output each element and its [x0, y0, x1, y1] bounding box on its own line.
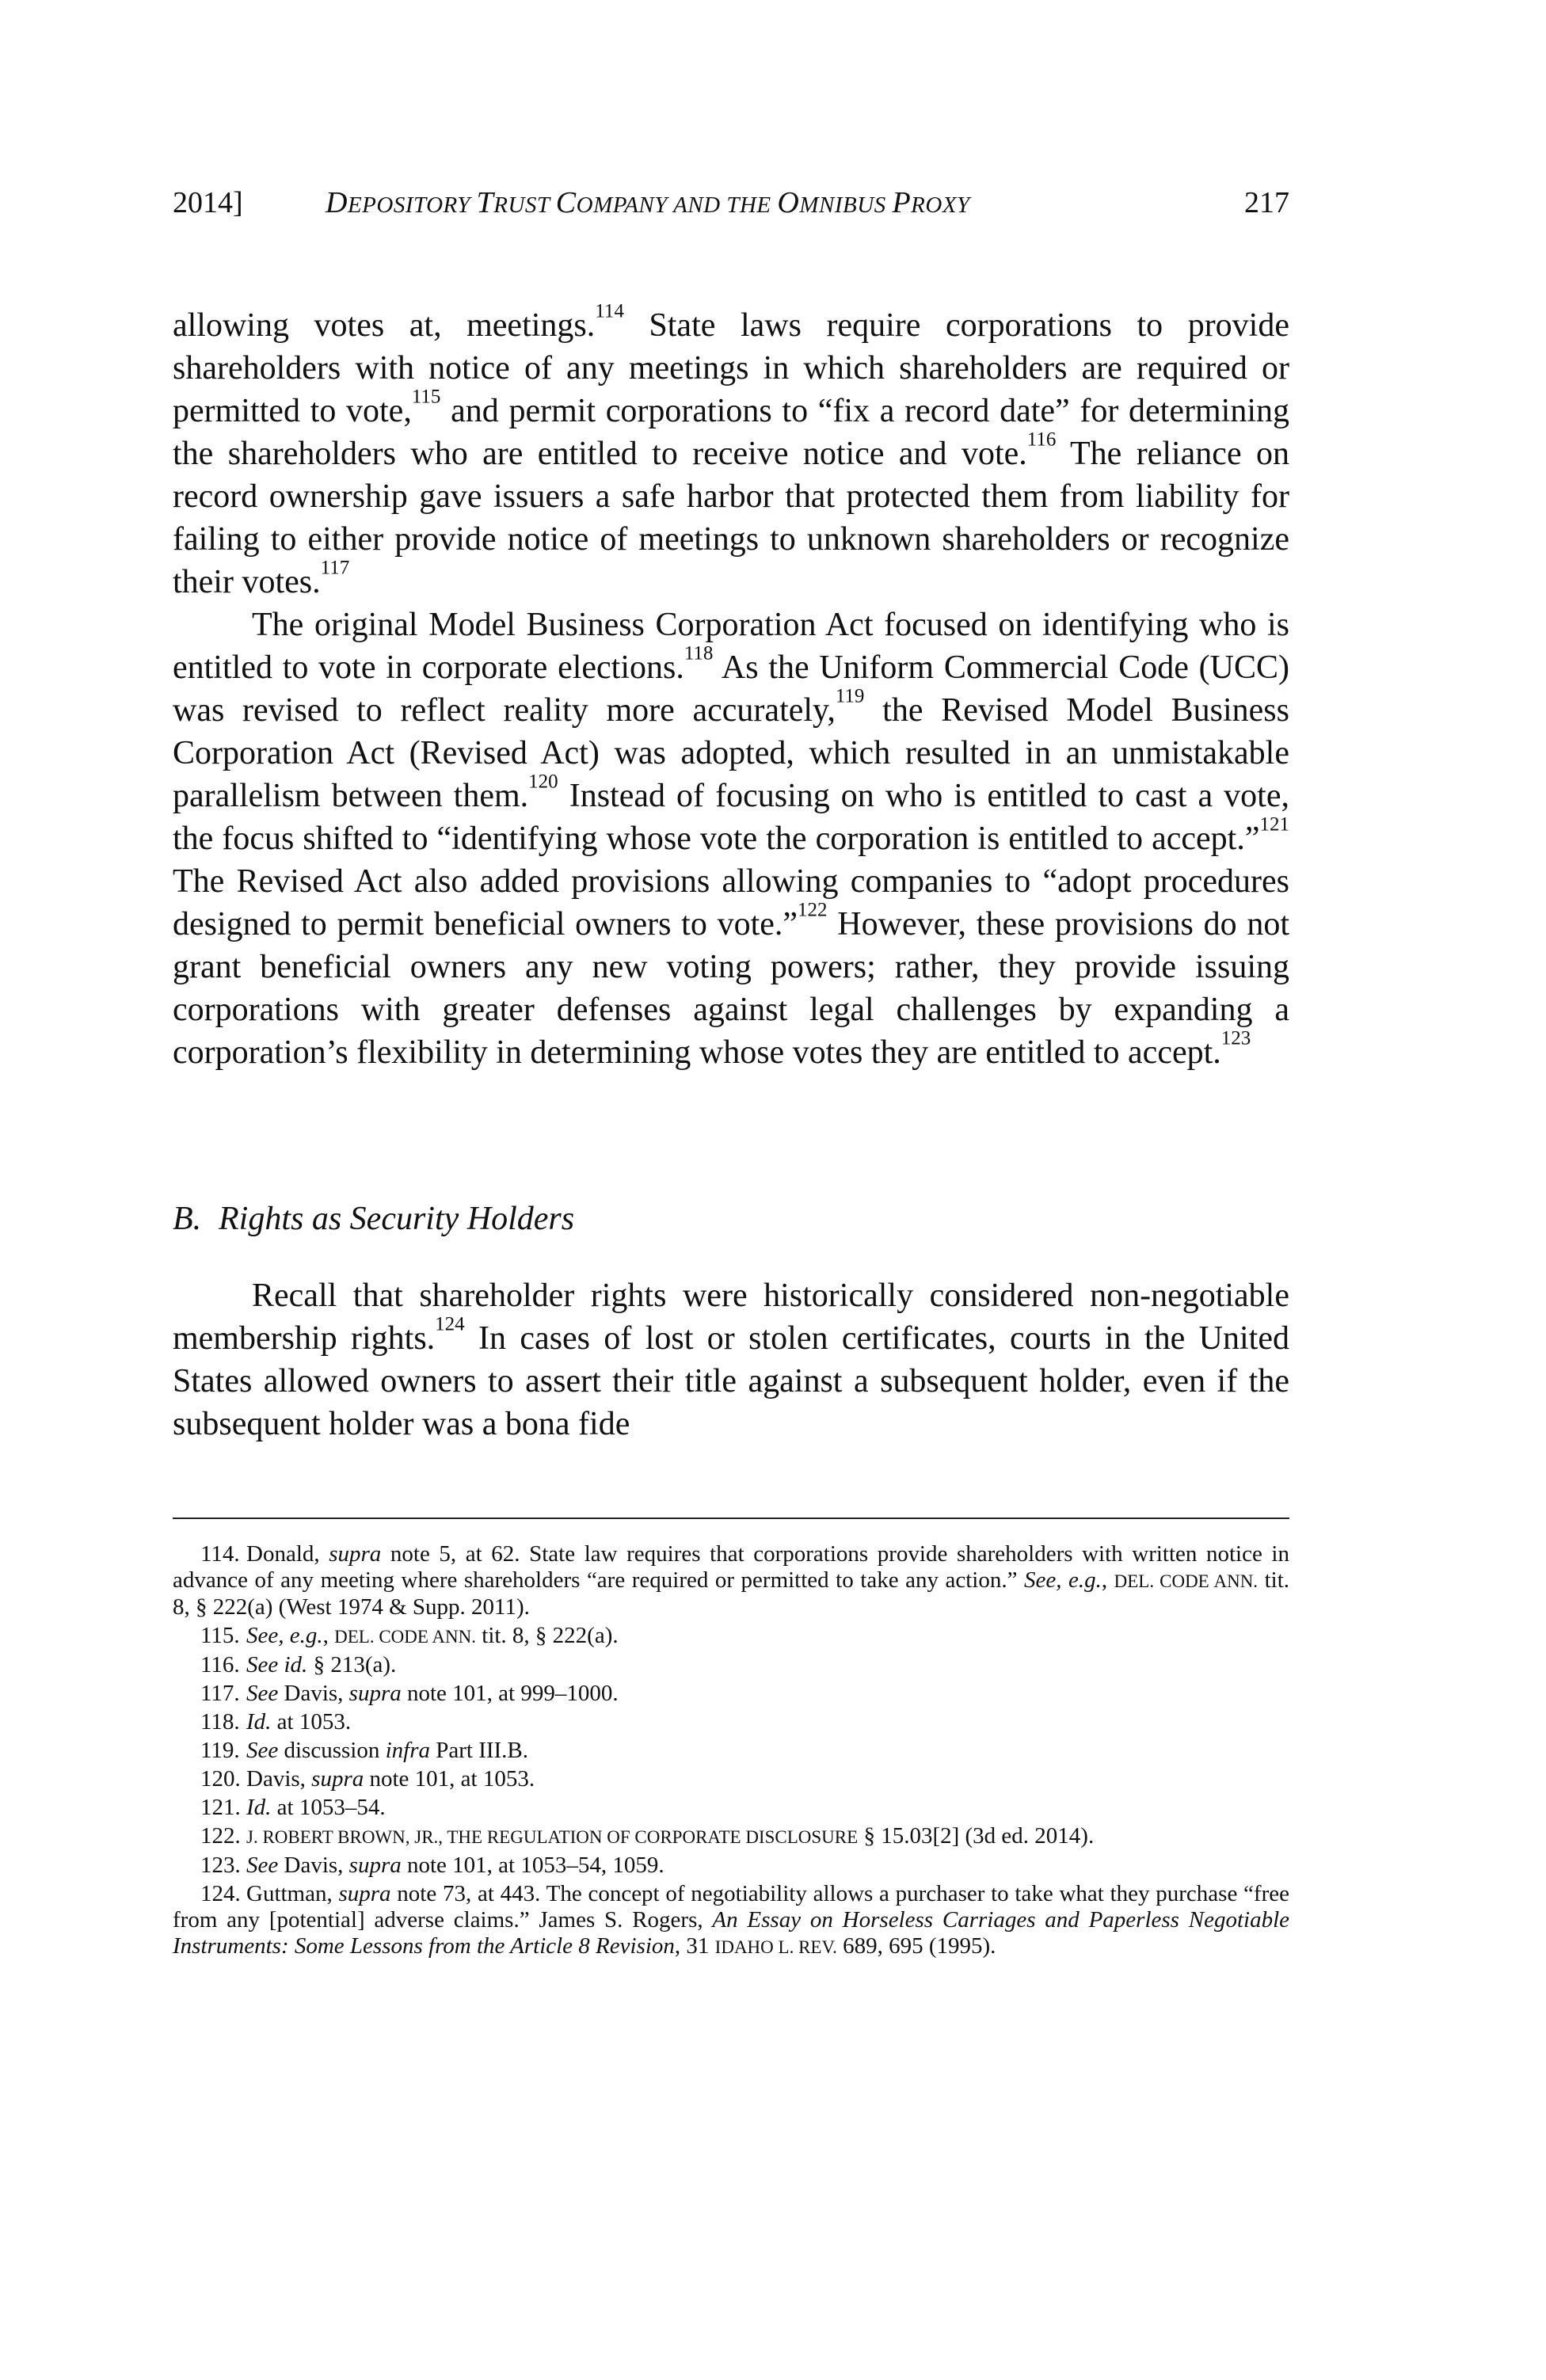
footnote-123: 123. See Davis, supra note 101, at 1053–54, 1059.	[200, 1853, 664, 1878]
footnote-ref-114[interactable]: 114	[595, 300, 624, 322]
footnote-ref-118[interactable]: 118	[684, 642, 714, 664]
section-title: Rights as Security Holders	[219, 1201, 575, 1237]
section-text	[173, 1274, 1289, 1445]
footnote-ref-116[interactable]: 116	[1026, 428, 1057, 451]
body-text	[173, 300, 1289, 1074]
footnote-124: 124. Guttman, supra note 73, at 443. The concept of negotiability allows a purchaser to take what they purchase “free from any [potential] adverse claims.” James S. Rogers, An Essay on Horseless Carriages and Paperless Negotiable Instruments: Some Lessons from the Article 8 Revision, 31 IDAHO L. REV. 689, 695 (1995).	[173, 1881, 1289, 1959]
footnote-119: 119. See discussion infra Part III.B.	[200, 1738, 529, 1763]
section-heading	[173, 1198, 1289, 1240]
footnote-ref-123[interactable]: 123	[1220, 1027, 1251, 1049]
footnotes	[173, 1541, 1289, 1963]
footnote-114: 114. Donald, supra note 5, at 62. State law requires that corporations provide shareholders with written notice in advance of any meeting where shareholders “are required or permitted to take any action.” See, e.g., DEL. CODE ANN. tit. 8, § 222(a) (West 1974 & Supp. 2011).	[173, 1541, 1290, 1620]
footnote-115: 115. See, e.g., DEL. CODE ANN. tit. 8, § 222(a).	[200, 1623, 619, 1648]
footnote-117: 117. See Davis, supra note 101, at 999–1000.	[200, 1681, 619, 1706]
header-journal-title: DEPOSITORY TRUST COMPANY AND THE OMNIBUS PROXY	[326, 186, 970, 219]
footnote-ref-122[interactable]: 122	[798, 899, 828, 921]
footnote-116: 116. See id. § 213(a).	[200, 1652, 397, 1677]
footnote-ref-117[interactable]: 117	[320, 557, 350, 579]
footnote-ref-115[interactable]: 115	[411, 386, 441, 408]
header-year: 2014]	[173, 186, 243, 219]
body-paragraph-2: The original Model Business Corporation Act focused on identifying who is entitled to vote in corporate elections.$^{118}$ As the Uniform Commercial Code (UCC) was revised to reflect reality more accurately,$^{119}$ the Revised Model Business Corporation Act (Revised Act) was adopted, which resulted in an unmistakable parallelism between them.$^{120}$ Instead of focusing on who is entitled to cast a vote, the focus shifted to “identifying whose vote the corporation is entitled to accept.”$^{121}$ The Revised Act also added provisions allowing companies to “adopt procedures designed to permit beneficial owners to vote.”$^{122}$ However, these provisions do not grant beneficial owners any new voting powers; rather, they provide issuing corporations with greater defenses against legal challenges by expanding a corporation’s flexibility in determining whose votes they are entitled to accept.$^{123}$	[173, 607, 1289, 1071]
section-letter: B.	[173, 1201, 202, 1237]
running-header	[173, 179, 1289, 227]
footnote-118: 118. Id. at 1053.	[200, 1709, 352, 1735]
footnote-ref-119[interactable]: 119	[835, 685, 865, 707]
body-paragraph-1: allowing votes at, meetings.$^{114}$ State laws require corporations to provide shareholders with notice of any meetings in which shareholders are required or permitted to vote,$^{115}$ and permit corporations to “fix a record date” for determining the shareholders who are entitled to receive notice and vote.$^{116}$ The reliance on record ownership gave issuers a safe harbor that protected them from liability for failing to either provide notice of meetings to unknown shareholders or recognize their votes.$^{117}$	[173, 300, 1289, 600]
footnote-divider	[173, 1517, 1289, 1519]
footnote-122: 122. J. ROBERT BROWN, JR., THE REGULATION OF CORPORATE DISCLOSURE § 15.03[2] (3d ed. 2014).	[200, 1823, 1095, 1849]
footnote-ref-121[interactable]: 121	[1259, 813, 1289, 836]
footnote-ref-120[interactable]: 120	[528, 771, 558, 793]
page-number: 217	[1244, 186, 1289, 219]
footnote-ref-124[interactable]: 124	[435, 1313, 465, 1335]
footnote-120: 120. Davis, supra note 101, at 1053.	[200, 1766, 535, 1792]
section-paragraph-1: Recall that shareholder rights were historically considered non-negotiable membership rights.$^{124}$ In cases of lost or stolen certificates, courts in the United States allowed owners to assert their title against a subsequent holder, even if the subsequent holder was a bona fide	[173, 1278, 1289, 1442]
footnote-121: 121. Id. at 1053–54.	[200, 1795, 386, 1820]
